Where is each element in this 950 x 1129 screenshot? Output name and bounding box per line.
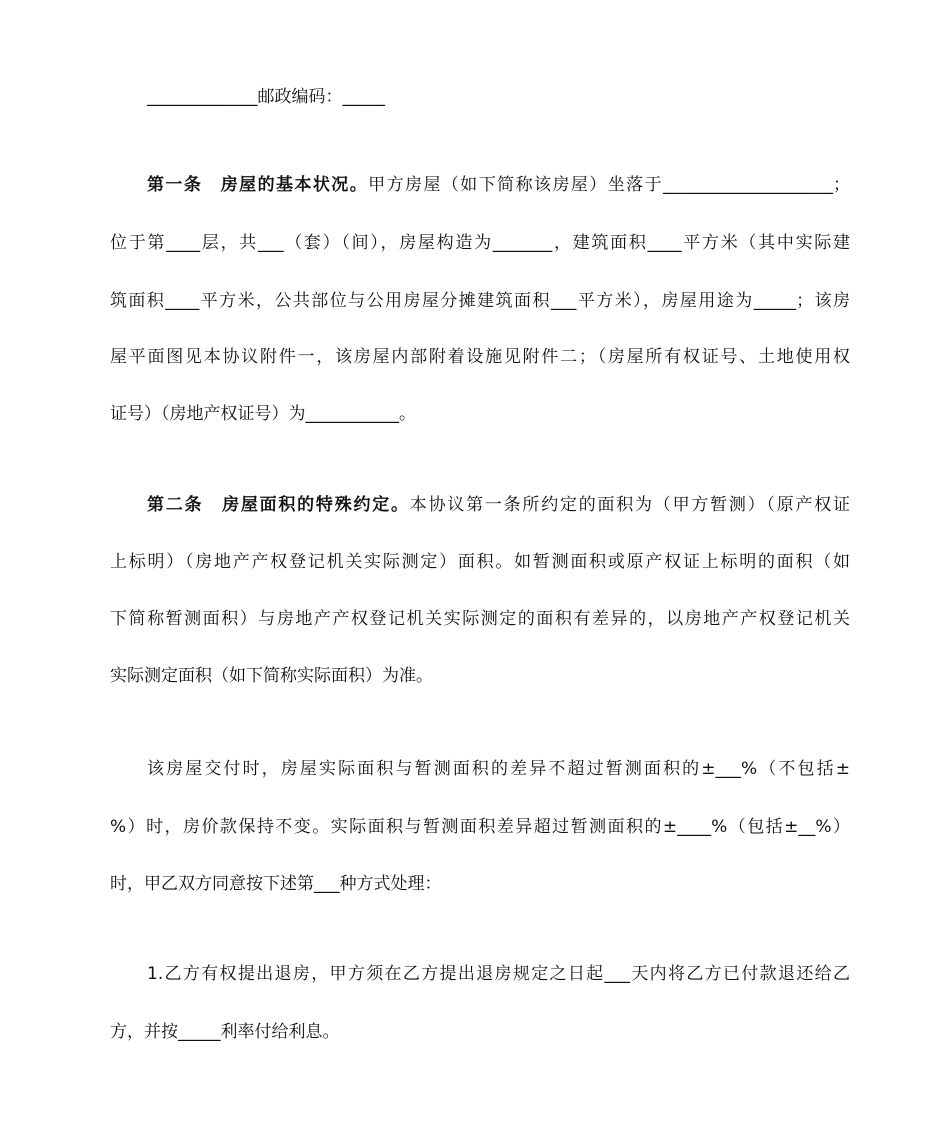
article1-heading: 第一条 房屋的基本状况。 xyxy=(147,175,369,195)
article2-line: 上标明）（房地产产权登记机关实际测定）面积。如暂测面积或原产权证上标明的面积（如 xyxy=(110,552,850,572)
paragraph3-line: 时，甲乙双方同意按下述第___种方式处理： xyxy=(110,874,442,894)
postal-code-line: _____________邮政编码：_____ xyxy=(147,87,385,107)
article1-line: 证号）（房地产权证号）为___________。 xyxy=(110,404,416,424)
article2-line: 下简称暂测面积）与房地产产权登记机关实际测定的面积有差异的，以房地产产权登记机关 xyxy=(110,609,850,629)
article2-line: 实际测定面积（如下简称实际面积）为准。 xyxy=(110,666,433,686)
paragraph4-line: 方，并按_____利率付给利息。 xyxy=(110,1022,340,1042)
article1-line: 筑面积____平方米，公共部位与公用房屋分摊建筑面积___平方米），房屋用途为_____；该房 xyxy=(110,291,850,311)
article2-first-line xyxy=(147,494,850,516)
paragraph3-line: %）时，房价款保持不变。实际面积与暂测面积差异超过暂测面积的±____%（包括±__%） xyxy=(110,817,850,837)
article1-text: 甲方房屋（如下简称该房屋）坐落于____________________； xyxy=(368,175,851,195)
article1-first-line xyxy=(147,174,850,196)
paragraph3-line: 该房屋交付时，房屋实际面积与暂测面积的差异不超过暂测面积的±___%（不包括± xyxy=(147,759,850,779)
article1-line: 位于第____层，共___（套）（间），房屋构造为_______，建筑面积____平方米（其中实际建 xyxy=(110,233,850,253)
article2-text: 本协议第一条所约定的面积为（甲方暂测）（原产权证 xyxy=(409,495,851,515)
article1-line: 屋平面图见本协议附件一，该房屋内部附着设施见附件二；（房屋所有权证号、土地使用权 xyxy=(110,347,850,367)
article2-heading: 第二条 房屋面积的特殊约定。 xyxy=(147,495,410,515)
paragraph4-line: 1.乙方有权提出退房，甲方须在乙方提出退房规定之日起___天内将乙方已付款退还给乙 xyxy=(147,964,850,984)
